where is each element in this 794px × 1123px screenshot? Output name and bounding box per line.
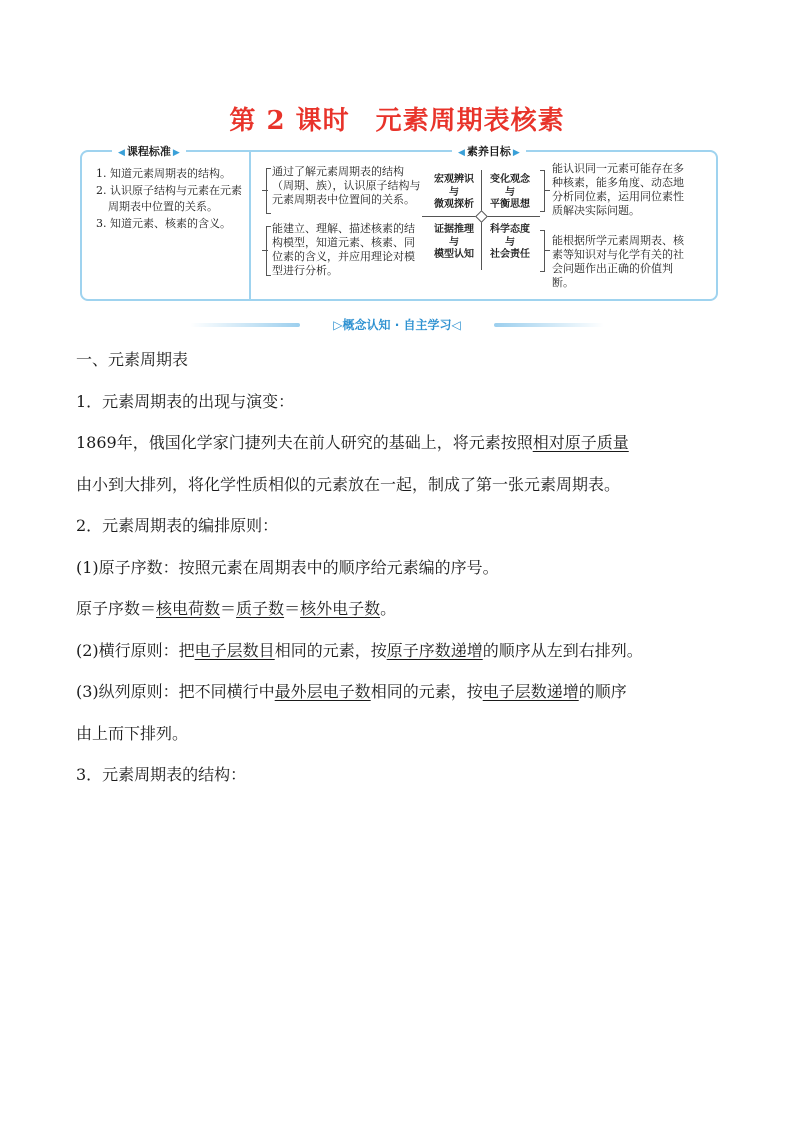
left-bracket bbox=[266, 226, 271, 276]
literacy-text-right-2: 能根据所学元素周期表、核素等知识对与化学有关的社会问题作出正确的价值判断。 bbox=[552, 234, 684, 289]
play-icon: ◁ bbox=[451, 318, 461, 332]
diamond-icon bbox=[475, 210, 488, 223]
paragraph: 由小到大排列，将化学性质相似的元素放在一起，制成了第一张元素周期表。 bbox=[76, 474, 621, 494]
main-content bbox=[76, 352, 726, 809]
answer-blank: 核电荷数 bbox=[156, 599, 221, 618]
connector-line bbox=[544, 190, 550, 191]
lesson-topic: 元素周期表核素 bbox=[375, 106, 565, 136]
literacy-core-4: 科学态度 与 社会责任 bbox=[490, 224, 530, 260]
right-bracket bbox=[540, 170, 545, 212]
answer-blank: 核外电子数 bbox=[300, 599, 381, 618]
subsection-title: 3．元素周期表的结构： bbox=[76, 765, 247, 784]
literacy-text-right-1: 能认识同一元素可能存在多种核素，能多角度、动态地分析同位素，运用同位素性质解决实际问题。 bbox=[552, 162, 684, 217]
triangle-icon: ◀ bbox=[118, 148, 125, 158]
paragraph: 由上而下排列。 bbox=[76, 723, 189, 743]
lesson-number: 第 2 课时 bbox=[229, 106, 350, 136]
subsection-title: 2．元素周期表的编排原则： bbox=[76, 516, 279, 535]
triangle-icon: ▶ bbox=[512, 148, 520, 158]
triangle-icon: ▶ bbox=[172, 148, 180, 158]
play-icon: ▷ bbox=[333, 318, 343, 332]
standards-column bbox=[82, 145, 251, 299]
standards-header: ◀ 课程标准 ▶ bbox=[112, 143, 186, 159]
literacy-core-1: 宏观辨识 与 微观探析 bbox=[434, 174, 474, 210]
paragraph: 1869年，俄国化学家门捷列夫在前人研究的基础上，将元素按照相对原子质量 bbox=[76, 433, 629, 452]
answer-blank: 原子序数递增 bbox=[386, 640, 483, 660]
paragraph: (2)横行原则：把电子层数目相同的元素，按原子序数递增的顺序从左到右排列。 bbox=[76, 640, 643, 660]
paragraph: (3)纵列原则：把不同横行中最外层电子数相同的元素，按电子层数递增的顺序 bbox=[76, 682, 627, 701]
connector-line bbox=[544, 250, 550, 251]
standard-item: 2. 认识原子结构与元素在元素周期表中位置的关系。 bbox=[96, 183, 242, 213]
section-heading: 一、元素周期表 bbox=[76, 350, 189, 369]
page-title bbox=[0, 100, 794, 137]
literacy-text-left-2: 能建立、理解、描述核素的结构模型，知道元素、核素、同位素的含义，并应用理论对模型进行分析。 bbox=[272, 222, 415, 277]
connector-line bbox=[262, 250, 268, 251]
subsection-title: 1．元素周期表的出现与演变： bbox=[76, 391, 295, 411]
answer-blank: 相对原子质量 bbox=[532, 433, 629, 452]
standards-list bbox=[96, 166, 244, 232]
paragraph: 原子序数＝核电荷数＝质子数＝核外电子数。 bbox=[76, 599, 397, 618]
objectives-box bbox=[80, 145, 718, 301]
answer-blank: 最外层电子数 bbox=[274, 682, 371, 701]
answer-blank: 质子数 bbox=[236, 599, 285, 618]
answer-blank: 电子层数目 bbox=[194, 640, 275, 660]
literacy-core-2: 变化观念 与 平衡思想 bbox=[490, 174, 530, 210]
connector-line bbox=[262, 190, 268, 191]
answer-blank: 电子层数递增 bbox=[482, 682, 579, 701]
triangle-icon: ◀ bbox=[458, 148, 465, 158]
standard-item: 1. 知道元素周期表的结构。 bbox=[96, 167, 231, 180]
left-bracket bbox=[266, 168, 271, 214]
literacy-text-left-1: 通过了解元素周期表的结构（周期、族），认识原子结构与元素周期表中位置间的关系。 bbox=[272, 165, 421, 206]
literacy-header: ◀ 素养目标 ▶ bbox=[452, 143, 526, 159]
standard-item: 3. 知道元素、核素的含义。 bbox=[96, 216, 231, 230]
right-bracket bbox=[540, 230, 545, 272]
literacy-core-3: 证据推理 与 模型认知 bbox=[434, 224, 474, 260]
paragraph: (1)原子序数：按照元素在周期表中的顺序给元素编的序号。 bbox=[76, 557, 499, 577]
section-banner-label: ▷概念认知 · 自主学习◁ bbox=[333, 318, 461, 332]
section-banner bbox=[190, 318, 604, 332]
